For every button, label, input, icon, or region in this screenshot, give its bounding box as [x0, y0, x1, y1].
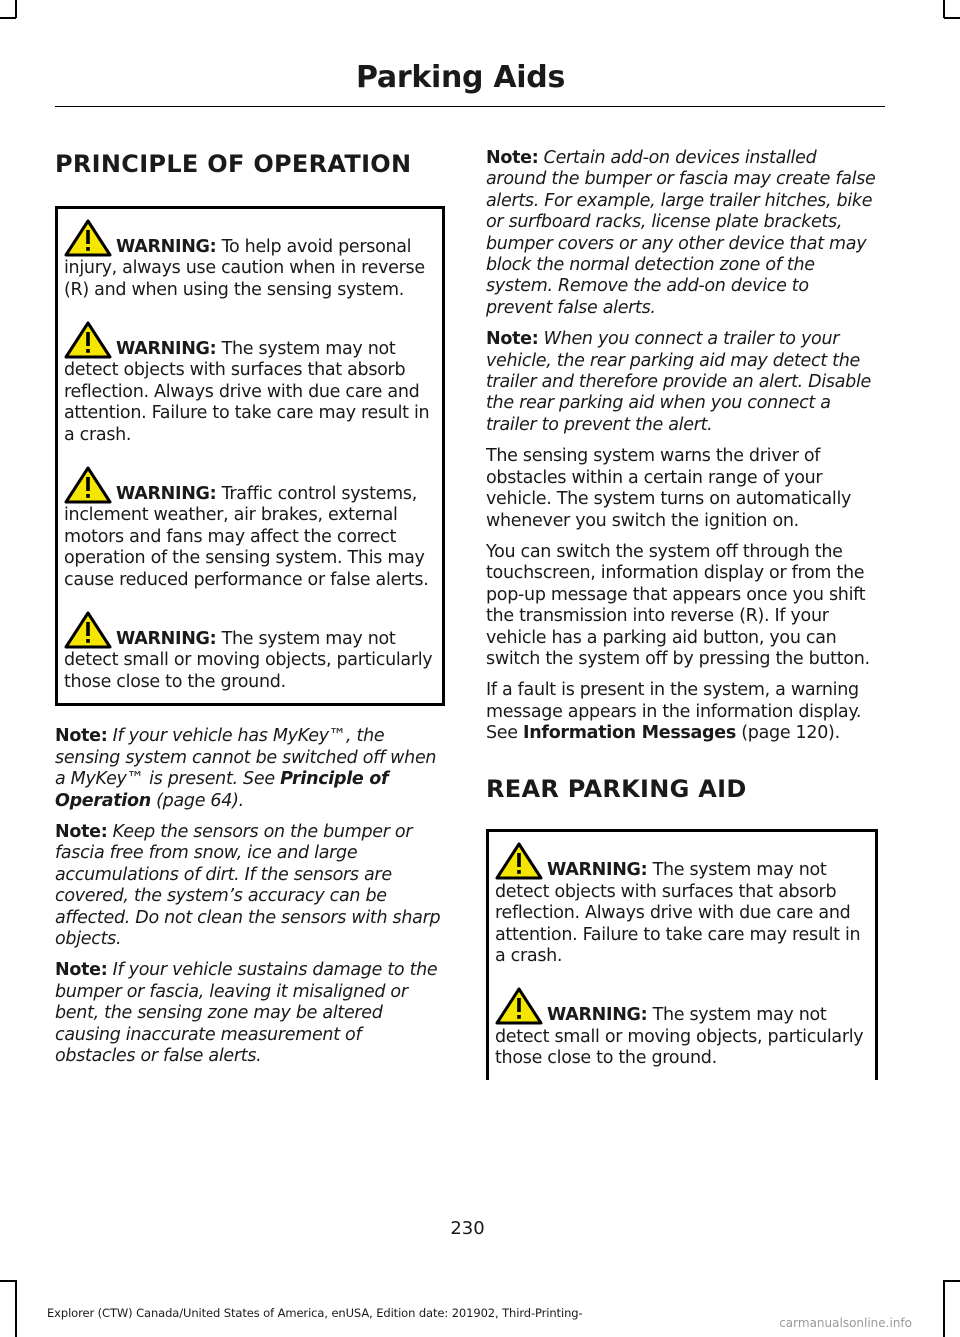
section-heading-principle: PRINCIPLE OF OPERATION: [55, 150, 412, 178]
footer-edition-info: Explorer (CTW) Canada/United States of America, enUSA, Edition date: 201902, Third-Printing-: [47, 1306, 583, 1320]
warning-text: The system may not detect small or moving objects, particularly those close to the ground.: [495, 1005, 864, 1069]
crop-mark: [15, 0, 17, 18]
note-sensors: [55, 822, 445, 950]
warning-box: [55, 206, 445, 707]
note-label: Note:: [55, 726, 108, 747]
left-column: [55, 140, 445, 1077]
warning-item: [495, 842, 869, 967]
warning-label: WARNING:: [116, 236, 217, 257]
page-reference: (page 64).: [150, 790, 244, 811]
warning-label: WARNING:: [547, 1005, 648, 1026]
crop-mark: [0, 1280, 16, 1282]
note-text: Certain add-on devices installed around the bumper or fascia may create false alerts. For example, large trailer hitches, bike or surfboard racks, license plate brackets, bumper covers or any other device that may block the normal detection zone of the system. Remove the add-on device to prevent false alerts.: [486, 148, 876, 318]
body-paragraph-fault: [486, 680, 878, 744]
warning-triangle-icon: [495, 842, 543, 880]
warning-label: WARNING:: [116, 339, 217, 360]
warning-item: [64, 466, 436, 591]
fault-text: If a fault is present in the system, a warning message appears in the information display. See: [486, 680, 862, 744]
note-text: Keep the sensors on the bumper or fascia free from snow, ice and large accumulations of dirt. If the sensors are covered, the system’s accuracy can be affected. Do not clean the sensors with sharp objects.: [55, 821, 441, 949]
crop-mark: [943, 1280, 945, 1337]
right-column: [486, 148, 878, 1080]
note-mykey: [55, 726, 445, 812]
note-label: Note:: [486, 148, 539, 168]
crop-mark: [0, 17, 16, 19]
warning-triangle-icon: [64, 611, 112, 649]
note-text: If your vehicle sustains damage to the bumper or fascia, leaving it misaligned or bent, the sensing zone may be altered causing inaccurate measurement of obstacles or false alerts.: [55, 960, 438, 1066]
warning-text: To help avoid personal injury, always use caution when in reverse (R) and when using the sensing system.: [64, 236, 425, 300]
crop-mark: [15, 1280, 17, 1337]
note-label: Note:: [486, 329, 539, 350]
section-heading-rear-parking-aid: REAR PARKING AID: [486, 774, 747, 803]
warning-item: [64, 611, 436, 693]
warning-text: The system may not detect small or moving objects, particularly those close to the ground.: [64, 629, 433, 692]
warning-item: [64, 321, 436, 446]
warning-item: [64, 219, 436, 301]
page-title: Parking Aids: [356, 60, 565, 95]
crop-mark: [944, 1280, 960, 1282]
crop-mark: [944, 17, 960, 19]
note-addon-devices: [486, 148, 878, 319]
watermark: carmanualsonline.info: [779, 1316, 912, 1330]
page-reference: (page 120).: [735, 723, 840, 744]
warning-item: [495, 987, 869, 1069]
warning-triangle-icon: [495, 987, 543, 1025]
note-trailer: [486, 329, 878, 436]
note-label: Note:: [55, 821, 108, 842]
warning-triangle-icon: [64, 466, 112, 504]
crop-mark: [943, 0, 945, 18]
body-paragraph: The sensing system warns the driver of obstacles within a certain range of your vehicle. The system turns on automatically whenever you switch the ignition on.: [486, 446, 852, 531]
warning-label: WARNING:: [547, 860, 648, 881]
cross-reference-link[interactable]: Principle of Operation: [55, 769, 389, 811]
warning-label: WARNING:: [116, 629, 217, 650]
warning-text: The system may not detect objects with surfaces that absorb reflection. Always drive with due care and attention. Failure to take care may result in a crash.: [495, 860, 861, 966]
warning-box: [486, 829, 878, 1079]
warning-text: Traffic control systems, inclement weather, air brakes, external motors and fans may affect the correct operation of the sensing system. This may cause reduced performance or false alerts.: [64, 484, 429, 590]
warning-label: WARNING:: [116, 484, 217, 505]
warning-text: The system may not detect objects with surfaces that absorb reflection. Always drive with due care and attention. Failure to take care may result in a crash.: [64, 339, 430, 445]
page-number: 230: [450, 1218, 485, 1239]
warning-triangle-icon: [64, 219, 112, 257]
note-text: If your vehicle has MyKey™, the sensing system cannot be switched off when a MyKey™ is present. See: [55, 726, 437, 790]
note-text: When you connect a trailer to your vehicle, the rear parking aid may detect the trailer and therefore provide an alert. Disable the rear parking aid when you connect a trailer to prevent the alert.: [486, 329, 871, 435]
body-paragraph: You can switch the system off through the touchscreen, information display or from the pop-up message that appears once you shift the transmission into reverse (R). If your vehicle has a parking aid button, you can switch the system off by pressing the button.: [486, 541, 870, 669]
cross-reference-link[interactable]: Information Messages: [523, 723, 736, 744]
warning-triangle-icon: [64, 321, 112, 359]
note-damage: [55, 960, 445, 1067]
note-label: Note:: [55, 960, 108, 981]
header-rule: [55, 106, 885, 107]
